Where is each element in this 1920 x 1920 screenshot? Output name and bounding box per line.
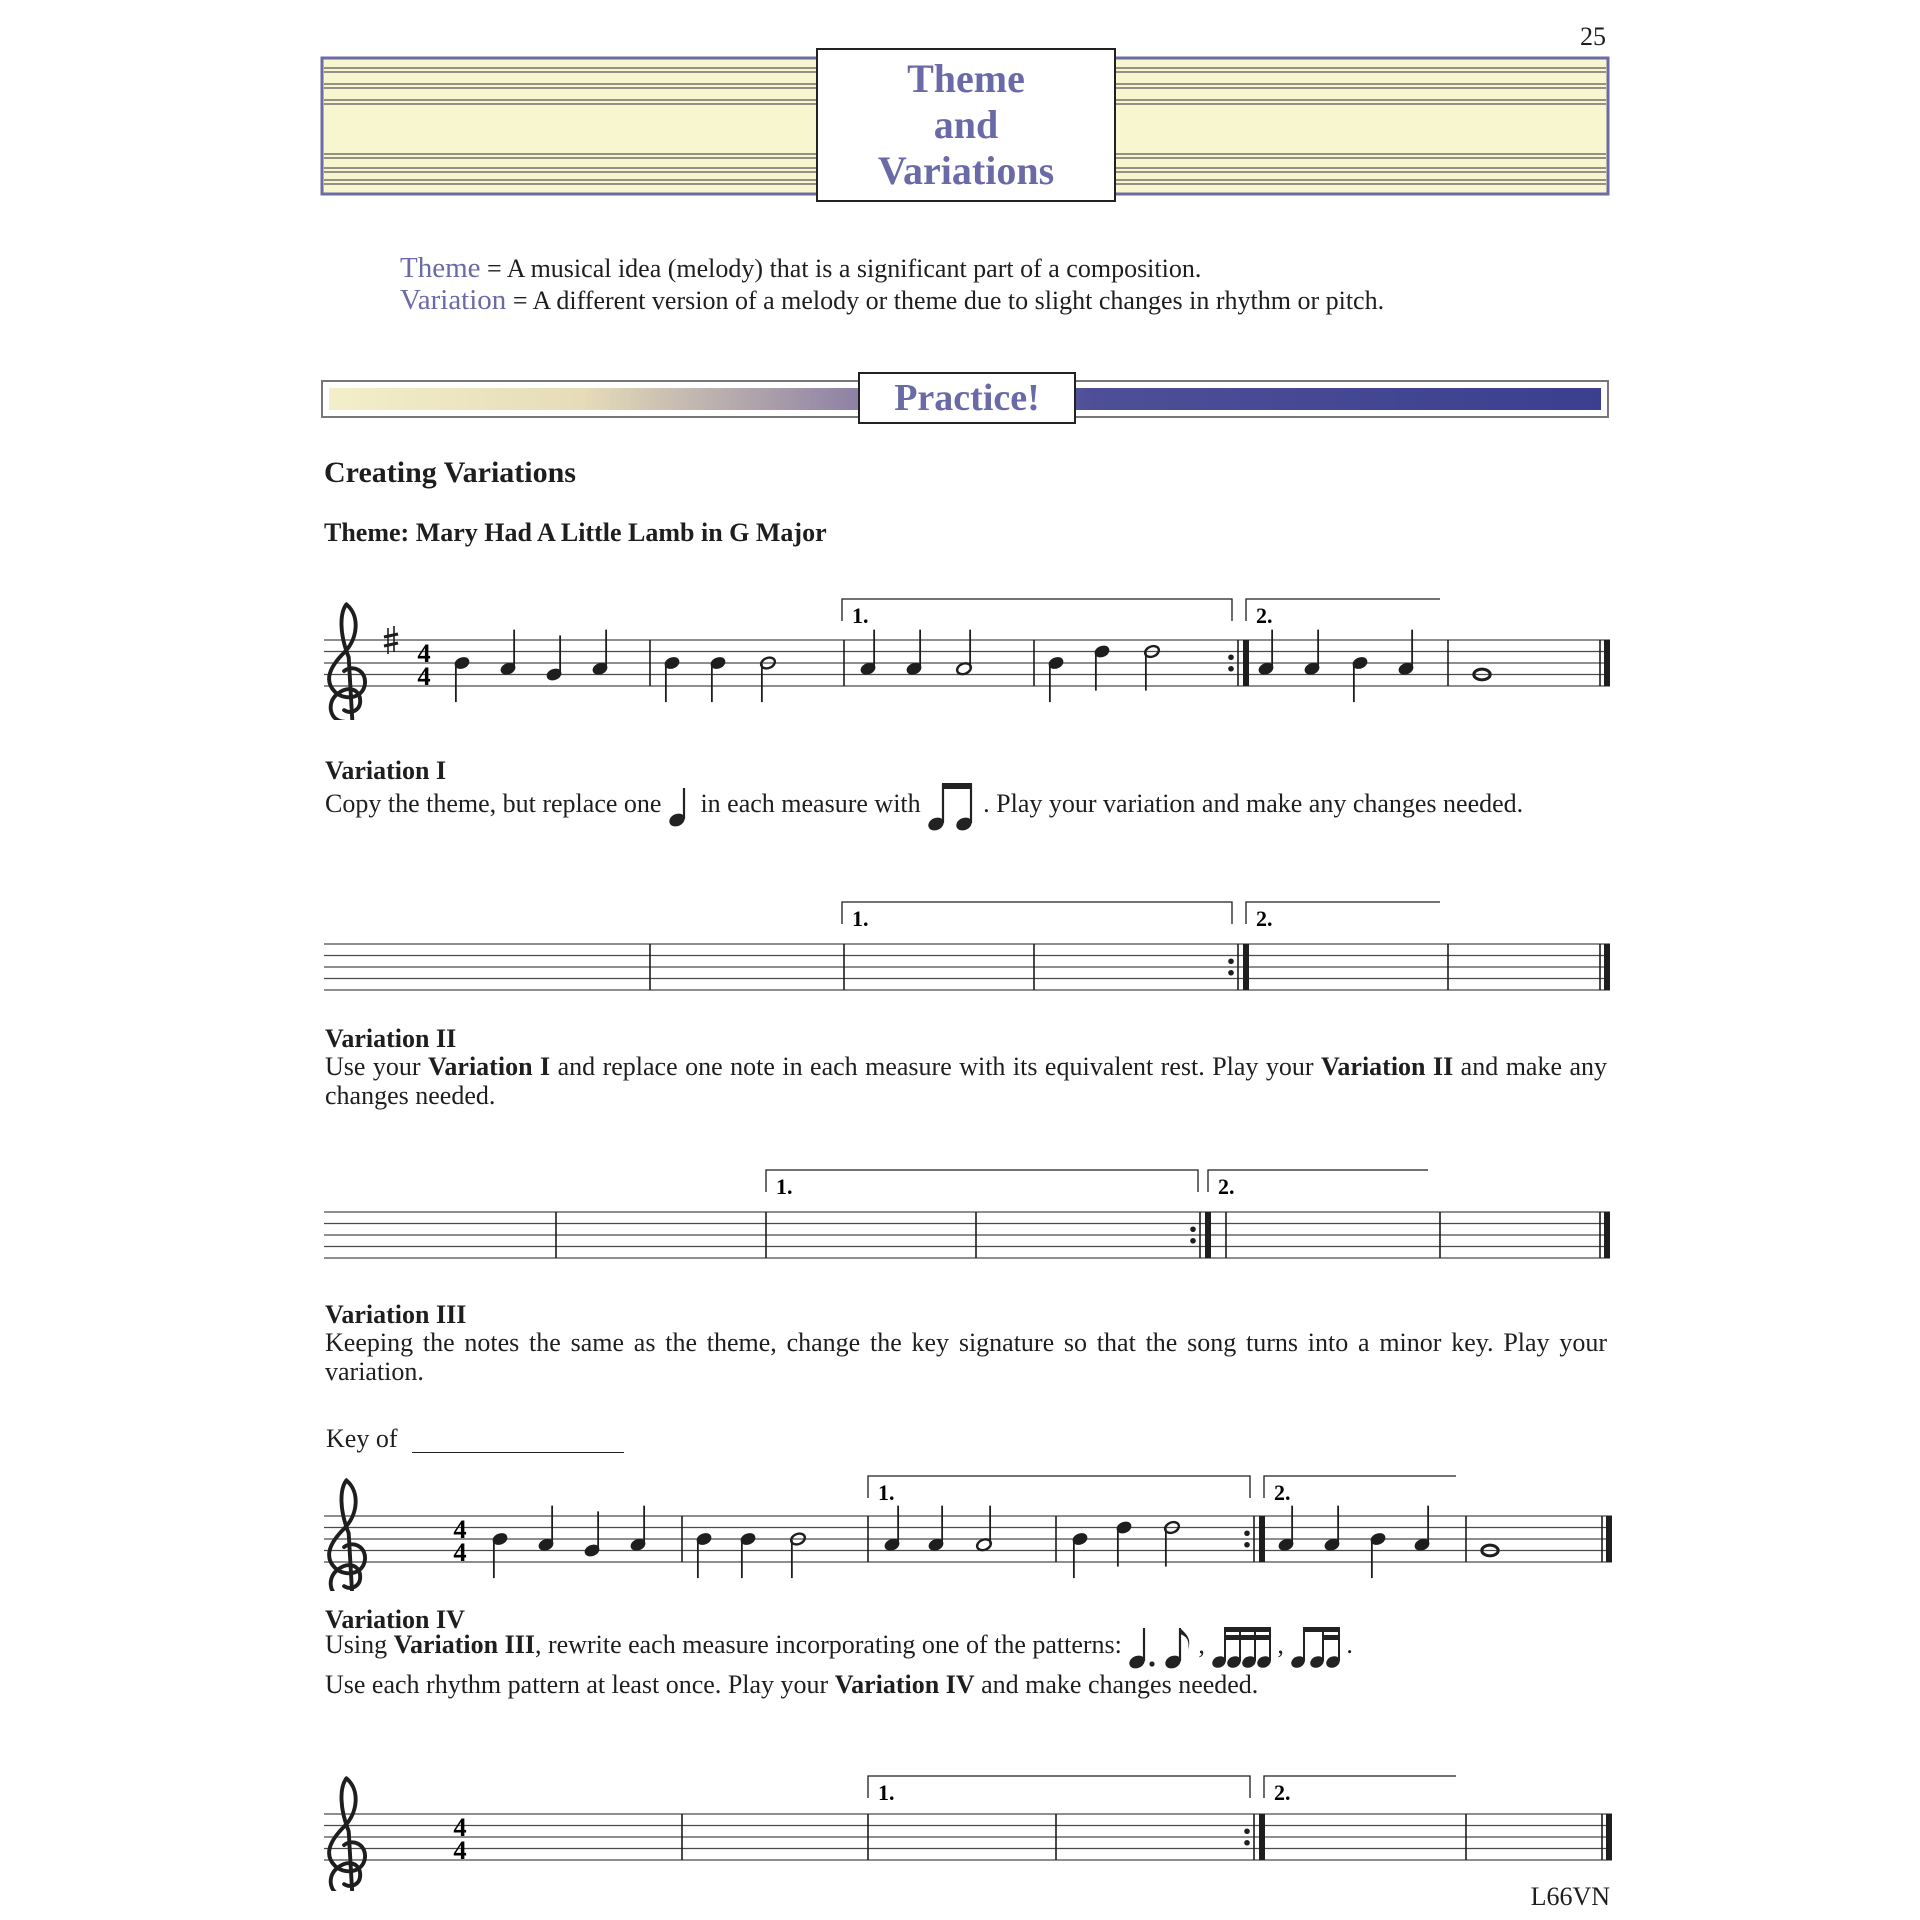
variation-1-text-2: in each measure with (700, 788, 921, 818)
repeat-dot (1244, 1530, 1250, 1536)
repeat-dot (1244, 1828, 1250, 1834)
variation-4-staff (320, 1756, 1620, 1891)
first-ending-label: 1. (776, 1174, 793, 1199)
note (1093, 644, 1110, 690)
variation-1-text-1: Copy the theme, but replace one (325, 788, 662, 818)
final-barline-thick (1604, 640, 1610, 686)
variation-2-description (325, 1052, 1607, 1110)
note (1047, 656, 1064, 702)
second-ending-bracket (1208, 1170, 1428, 1192)
note (1115, 1520, 1132, 1566)
variation-4-title: Variation IV (325, 1605, 465, 1634)
time-signature-bottom: 4 (453, 1537, 467, 1567)
title-line-1: Theme (907, 56, 1025, 101)
theme-title: Theme: Mary Had A Little Lamb in G Major (324, 518, 827, 547)
variation-2-staff (320, 1154, 1620, 1264)
variation-4-description (325, 1624, 1607, 1699)
repeat-dot (1244, 1542, 1250, 1548)
repeat-barline-thick (1259, 1516, 1265, 1562)
variation-3-description: Keeping the notes the same as the theme, change the key signature so that the song turns into a minor key. Play your variation. (325, 1328, 1607, 1386)
eighth-note-pair-icon (927, 780, 983, 832)
note (537, 1506, 554, 1552)
title-line-3: Variations (877, 148, 1055, 193)
note (591, 630, 608, 676)
treble-clef-icon (329, 604, 365, 720)
page-number: 25 (1580, 22, 1606, 51)
four-sixteenth-notes-icon (1211, 1624, 1277, 1670)
repeat-barline-thick (1243, 640, 1249, 686)
time-signature-top: 4 (417, 638, 431, 668)
repeat-barline-thick (1205, 1212, 1211, 1258)
variation-2-text-3: and make any changes needed. (325, 1052, 1608, 1110)
second-ending-label: 2. (1256, 603, 1273, 628)
page-title (816, 48, 1116, 202)
note (499, 630, 516, 676)
key-of-answer-line[interactable] (412, 1452, 624, 1453)
repeat-barline-thick (1243, 944, 1249, 990)
variation-1-description (325, 780, 1607, 832)
first-ending-bracket (842, 599, 1232, 621)
variation-1-title: Variation I (325, 756, 447, 785)
first-ending-bracket (868, 1476, 1250, 1498)
second-ending-bracket (1264, 1776, 1456, 1798)
section-title: Creating Variations (324, 456, 576, 489)
definition-text: = A musical idea (melody) that is a significant part of a composition. (480, 254, 1202, 283)
variation-3-title: Variation III (325, 1300, 467, 1329)
repeat-dot (1228, 970, 1234, 976)
repeat-dot (1190, 1238, 1196, 1244)
note (739, 1532, 756, 1578)
note (709, 656, 726, 702)
definition-variation (400, 284, 1384, 317)
repeat-barline-thick (1259, 1814, 1265, 1860)
note (955, 630, 972, 676)
second-ending-bracket (1246, 599, 1440, 621)
first-ending-label: 1. (878, 1780, 895, 1805)
note (1351, 656, 1368, 702)
note (975, 1506, 992, 1552)
note (1257, 630, 1274, 676)
variation-4-text-2: , rewrite each measure incorporating one of the patterns: (534, 1629, 1122, 1659)
note (491, 1532, 508, 1578)
definition-text: = A different version of a melody or theme due to slight changes in rhythm or pitch. (506, 286, 1385, 315)
definition-theme (400, 252, 1201, 285)
time-signature-top: 4 (453, 1812, 467, 1842)
note (663, 656, 680, 702)
note (883, 1506, 900, 1552)
treble-clef-icon (329, 1480, 365, 1591)
repeat-dot (1190, 1226, 1196, 1232)
title-line-2: and (933, 102, 999, 147)
variation-4-text-3: Use each rhythm pattern at least once. Play your (325, 1670, 835, 1699)
quarter-note-icon (668, 784, 694, 828)
second-ending-bracket (1246, 902, 1440, 924)
time-signature-top: 4 (453, 1514, 467, 1544)
variation-2-title: Variation II (325, 1024, 457, 1053)
key-of-label: Key of (326, 1424, 398, 1453)
variation-4-text-1: Using (325, 1629, 394, 1659)
definition-term: Theme (400, 252, 481, 284)
theme-staff (320, 585, 1620, 720)
second-ending-label: 2. (1256, 906, 1273, 931)
final-barline-thick (1606, 1516, 1612, 1562)
definition-term: Variation (400, 284, 507, 316)
second-ending-label: 2. (1218, 1174, 1235, 1199)
note (695, 1532, 712, 1578)
note (453, 656, 470, 702)
note (1071, 1532, 1088, 1578)
repeat-dot (1228, 654, 1234, 660)
second-ending-label: 2. (1274, 1480, 1291, 1505)
repeat-dot (1244, 1840, 1250, 1846)
dotted-quarter-eighth-icon (1128, 1624, 1198, 1670)
variation-4-bold-1: Variation III (393, 1629, 535, 1659)
note (927, 1506, 944, 1552)
final-barline-thick (1604, 1212, 1610, 1258)
repeat-dot (1228, 666, 1234, 672)
note (905, 630, 922, 676)
note (629, 1506, 646, 1552)
repeat-dot (1228, 958, 1234, 964)
treble-clef-icon (329, 1778, 365, 1891)
first-ending-bracket (766, 1170, 1198, 1192)
note (1397, 630, 1414, 676)
note (1303, 630, 1320, 676)
second-ending-bracket (1264, 1476, 1456, 1498)
note (1413, 1506, 1430, 1552)
note (545, 635, 562, 681)
note (1277, 1506, 1294, 1552)
note (1323, 1506, 1340, 1552)
final-barline-thick (1604, 944, 1610, 990)
final-barline-thick (1606, 1814, 1612, 1860)
note (859, 630, 876, 676)
practice-banner: Practice! (858, 372, 1076, 424)
variation-4-sep-1: , (1198, 1629, 1205, 1659)
first-ending-bracket (842, 902, 1232, 924)
variation-4-bold-2: Variation IV (834, 1670, 975, 1699)
first-ending-label: 1. (852, 603, 869, 628)
first-ending-bracket (868, 1776, 1250, 1798)
variation-2-bold-1: Variation I (428, 1052, 551, 1081)
variation-1-text-3: . Play your variation and make any changes needed. (983, 788, 1524, 818)
second-ending-label: 2. (1274, 1780, 1291, 1805)
first-ending-label: 1. (878, 1480, 895, 1505)
variation-4-sep-2: , (1277, 1629, 1284, 1659)
variation-1-staff (320, 886, 1620, 996)
time-signature-bottom: 4 (417, 661, 431, 691)
variation-2-text-1: Use your (325, 1052, 429, 1081)
footer-code: L66VN (1530, 1882, 1610, 1911)
time-signature-bottom: 4 (453, 1835, 467, 1865)
variation-4-end-punct: . (1346, 1629, 1353, 1659)
variation-4-text-4: and make changes needed. (974, 1670, 1259, 1699)
variation-2-text-2: and replace one note in each measure with its equivalent rest. Play your (550, 1052, 1322, 1081)
variation-2-bold-2: Variation II (1321, 1052, 1454, 1081)
first-ending-label: 1. (852, 906, 869, 931)
eighth-two-sixteenths-icon (1290, 1624, 1346, 1670)
variation-3-staff (320, 1456, 1620, 1591)
note (583, 1511, 600, 1557)
note (1369, 1532, 1386, 1578)
